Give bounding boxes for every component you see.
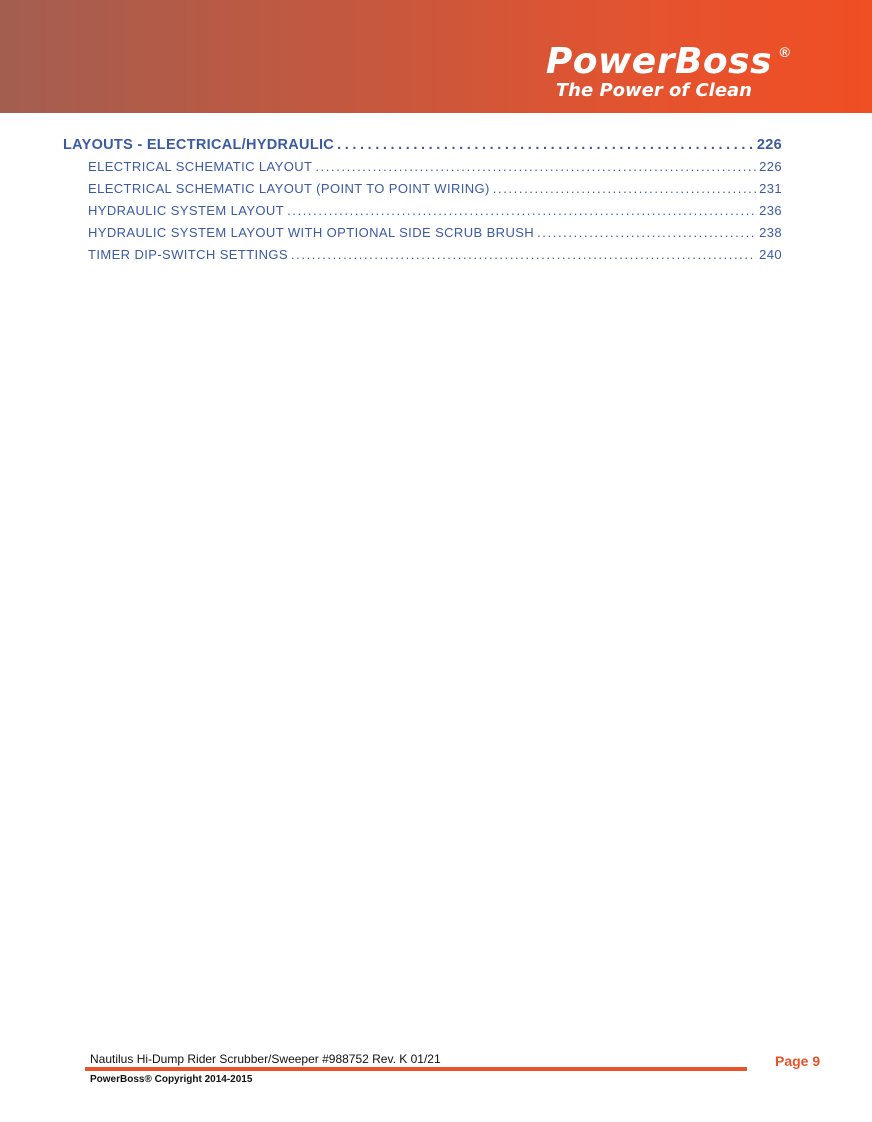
toc-section-title: LAYOUTS - ELECTRICAL/HYDRAULIC — [63, 137, 335, 153]
toc-dot-leader — [337, 136, 754, 154]
toc-entry[interactable] — [63, 224, 782, 246]
toc-entry-title: ELECTRICAL SCHEMATIC LAYOUT (POINT TO POINT WIRING) — [88, 181, 490, 196]
powerboss-logo — [545, 41, 790, 101]
toc-entry-page: 231 — [759, 181, 782, 196]
logo-tagline: The Power of Clean — [555, 80, 752, 101]
toc-entry-page: 236 — [759, 203, 782, 218]
toc-entry-page: 238 — [759, 225, 782, 240]
logo-brand-name: PowerBoss — [545, 41, 772, 82]
table-of-contents — [63, 136, 782, 268]
footer-copyright: PowerBoss® Copyright 2014-2015 — [90, 1074, 253, 1085]
toc-section-layouts[interactable] — [63, 136, 782, 158]
toc-entry-title: HYDRAULIC SYSTEM LAYOUT WITH OPTIONAL SIDE SCRUB BRUSH — [88, 225, 535, 240]
toc-dot-leader — [287, 202, 756, 220]
header-banner — [0, 0, 872, 113]
toc-dot-leader — [315, 158, 756, 176]
logo-registered-mark: ® — [779, 44, 790, 60]
toc-entry-page: 226 — [759, 159, 782, 174]
toc-section-page: 226 — [756, 137, 782, 153]
toc-entry-page: 240 — [759, 247, 782, 262]
footer-divider — [85, 1067, 747, 1071]
toc-entry-title: ELECTRICAL SCHEMATIC LAYOUT — [88, 159, 313, 174]
toc-entry[interactable] — [63, 246, 782, 268]
footer-document-id: Nautilus Hi-Dump Rider Scrubber/Sweeper #988752 Rev. K 01/21 — [90, 1052, 441, 1066]
toc-entry-title: TIMER DIP-SWITCH SETTINGS — [88, 247, 288, 262]
toc-dot-leader — [493, 180, 756, 198]
toc-dot-leader — [537, 224, 756, 242]
toc-entry[interactable] — [63, 180, 782, 202]
toc-entry[interactable] — [63, 202, 782, 224]
toc-dot-leader — [291, 246, 756, 264]
footer-page-number: Page 9 — [775, 1053, 821, 1069]
toc-entry[interactable] — [63, 158, 782, 180]
toc-entry-title: HYDRAULIC SYSTEM LAYOUT — [88, 203, 285, 218]
